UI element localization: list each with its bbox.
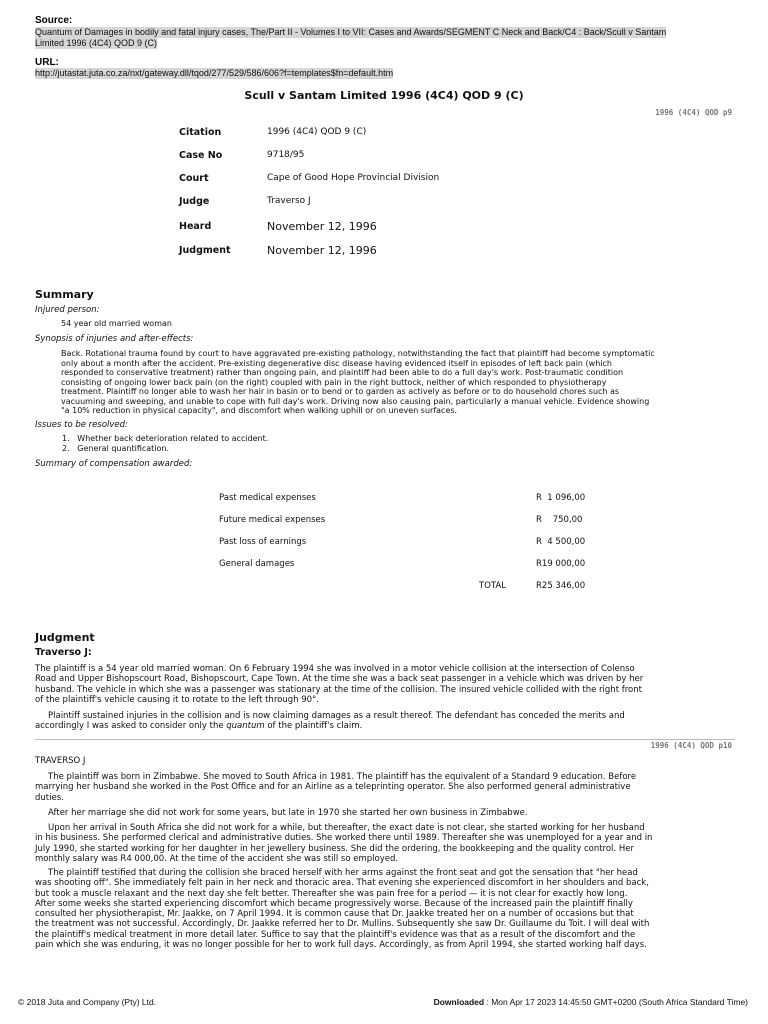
synopsis-line: treatment. Plaintiff no longer able to wash her hair in basin or to bend or to garden as actively as before or to do household chores such as (61, 387, 620, 396)
comp-item-future-medical: Future medical expenses (219, 515, 326, 525)
comp-total-label: TOTAL (479, 581, 506, 591)
meta-key-citation: Citation (179, 127, 222, 138)
issue-item: 2. General quantification. (62, 443, 170, 453)
source-line-1: Quantum of Damages in bodily and fatal injury cases, The/Part II - Volumes I to VII: Cases and Awards/SEGMENT C Neck and Back/C4 : Back/Scull v Santam (35, 27, 667, 37)
issue-item: 1. Whether back deterioration related to accident. (62, 434, 269, 443)
judge-name: Traverso J: (35, 647, 92, 658)
comp-amount-future-medical: R 750,00 (536, 515, 583, 525)
comp-amount-past-earnings: R 4 500,00 (536, 537, 586, 547)
synopsis-line: vacuuming and sweeping, and unable to cope with full day's work. Driving now also causing pain, particularly a manual vehicle. Evidence showing (61, 396, 650, 406)
synopsis-label: Synopsis of injuries and after-effects: (35, 334, 194, 344)
meta-key-case-no: Case No (179, 150, 223, 161)
comp-item-general-damages: General damages (219, 559, 295, 569)
running-head: TRAVERSO J (35, 756, 86, 766)
footer-downloaded-value: : Mon Apr 17 2023 14:45:50 GMT+0200 (South Africa Standard Time) (484, 997, 748, 1007)
comp-item-past-earnings: Past loss of earnings (219, 537, 307, 547)
judgment-paragraph-1: The plaintiff is a 54 year old married woman. On 6 February 1994 she was involved in a motor vehicle collision at the intersection of Colenso Road and Upper Bishopscourt Road, Bishopscourt, Cape Town. At the time she was a back seat passenger in a vehicle which was driven by her husband. The vehicle in which she was a passenger was stationary at the time of the collision. The insured vehicle collided with the right front of the plaintiff's vehicle causing it to rotate to the left through 90°. (35, 664, 644, 705)
case-title: Scull v Santam Limited 1996 (4C4) QOD 9 (C) (244, 89, 524, 102)
comp-total-amount: R25 346,00 (536, 581, 586, 591)
footer-downloaded (434, 997, 748, 1007)
comp-item-past-medical: Past medical expenses (219, 493, 316, 503)
synopsis-line: responded to conservative treatment) rather than ongoing pain, and plaintiff had been able to do a full day's work. Post-traumatic condition (61, 368, 624, 377)
source-label: Source: (35, 15, 73, 26)
injured-person-label: Injured person: (35, 305, 100, 315)
meta-key-court: Court (179, 173, 209, 184)
page-break-rule (35, 739, 735, 740)
issues-list (62, 434, 268, 453)
meta-value-heard: November 12, 1996 (267, 220, 377, 233)
synopsis-line: Back. Rotational trauma found by court to have aggravated pre-existing pathology, notwithstanding the fact that plaintiff had become symptomatic (61, 349, 655, 358)
summary-heading: Summary (35, 288, 94, 301)
synopsis-text (61, 349, 741, 416)
judgment-paragraph-5: Upon her arrival in South Africa she did not work for a while, but thereafter, the exact date is not clear, she started working for her husband in his business. She performed clerical and administrative duties. She worked there until 1989. Thereafter she was unemployed for a year and in July 1990, she started working for her daughter in her jewellery business. She did the ordering, the bookkeeping and the quality control. Her monthly salary was R4 000,00. At the time of the accident she was still so employed. (35, 823, 653, 864)
comp-amount-past-medical: R 1 096,00 (536, 493, 586, 503)
synopsis-line: only about a month after the accident. Pre-existing degenerative disc disease having evidenced itself in episodes of left back pain (which (61, 358, 612, 368)
meta-key-judge: Judge (179, 196, 210, 207)
url-link[interactable]: http://jutastat.juta.co.za/nxt/gateway.dll/tqod/277/529/586/606?f=templates$fn=default.htm (35, 68, 394, 78)
meta-key-heard: Heard (179, 221, 212, 232)
issues-label: Issues to be resolved: (35, 420, 128, 430)
meta-value-judge: Traverso J (267, 196, 311, 206)
injured-person-value: 54 year old married woman (61, 319, 172, 328)
footer-copyright: © 2018 Juta and Company (Pty) Ltd. (18, 997, 157, 1007)
page-reference-p10: 1996 (4C4) QOD p10 (650, 741, 732, 750)
url-label: URL: (35, 57, 59, 68)
judgment-paragraph-6: The plaintiff testified that during the collision she braced herself with her arms against the front seat and got the sensation that "her head was shooting off". She immediately felt pain in her neck and thoracic area. That evening she experienced discomfort in her shoulders and back, but took a muscle relaxant and the next day she felt better. Thereafter she was pain free for a period — it is not clear for exactly how long. After some weeks she started experiencing discomfort which became progressively worse. Because of the increased pain the plaintiff finally consulted her physiotherapist, Mr. Jaakke, on 7 April 1994. It is common cause that Dr. Jaakke treated her on a number of occasions but that the treatment was not successful. Accordingly, Dr. Jaakke referred her to Dr. Mullins. Subsequently she saw Dr. Guillaume du Toit. I will deal with the plaintiff's medical treatment in more detail later. Suffice to say that the plaintiff's evidence was that as a result of the discomfort and the pain which she was enduring, it was no longer possible for her to work full days. Accordingly, as from April 1994, she started working half days. (35, 868, 650, 951)
judgment-paragraph-4: After her marriage she did not work for some years, but late in 1970 she started her own business in Zimbabwe. (48, 808, 528, 818)
page-reference-p9: 1996 (4C4) QOD p9 (655, 108, 732, 117)
meta-value-case-no: 9718/95 (267, 150, 305, 160)
judgment-heading: Judgment (35, 631, 95, 644)
judgment-paragraph-2: Plaintiff sustained injuries in the collision and is now claiming damages as a result thereof. The defendant has conceded the merits and accordingly I was asked to consider only the quantum of the plaintiff's claim. (35, 711, 625, 732)
meta-value-court: Cape of Good Hope Provincial Division (267, 173, 440, 183)
compensation-label: Summary of compensation awarded: (35, 459, 193, 469)
footer-downloaded-label: Downloaded (433, 997, 485, 1007)
synopsis-line: consisting of ongoing lower back pain (on the right) coupled with pain in the right buttock, neither of which responded to physiotherapy (61, 377, 607, 387)
meta-key-judgment: Judgment (179, 245, 231, 256)
comp-amount-general-damages: R19 000,00 (536, 559, 586, 569)
meta-value-citation: 1996 (4C4) QOD 9 (C) (267, 127, 367, 137)
source-line-2: Limited 1996 (4C4) QOD 9 (C) (35, 38, 158, 48)
synopsis-line: "a 10% reduction in physical capacity", and discomfort when walking uphill or on uneven surfaces. (61, 406, 458, 415)
meta-value-judgment: November 12, 1996 (267, 244, 377, 257)
judgment-paragraph-3: The plaintiff was born in Zimbabwe. She moved to South Africa in 1981. The plaintiff has the equivalent of a Standard 9 education. Before marrying her husband she worked in the Post Office and for an Airline as a teleprinting operator. She also performed general administrative duties. (35, 772, 637, 803)
